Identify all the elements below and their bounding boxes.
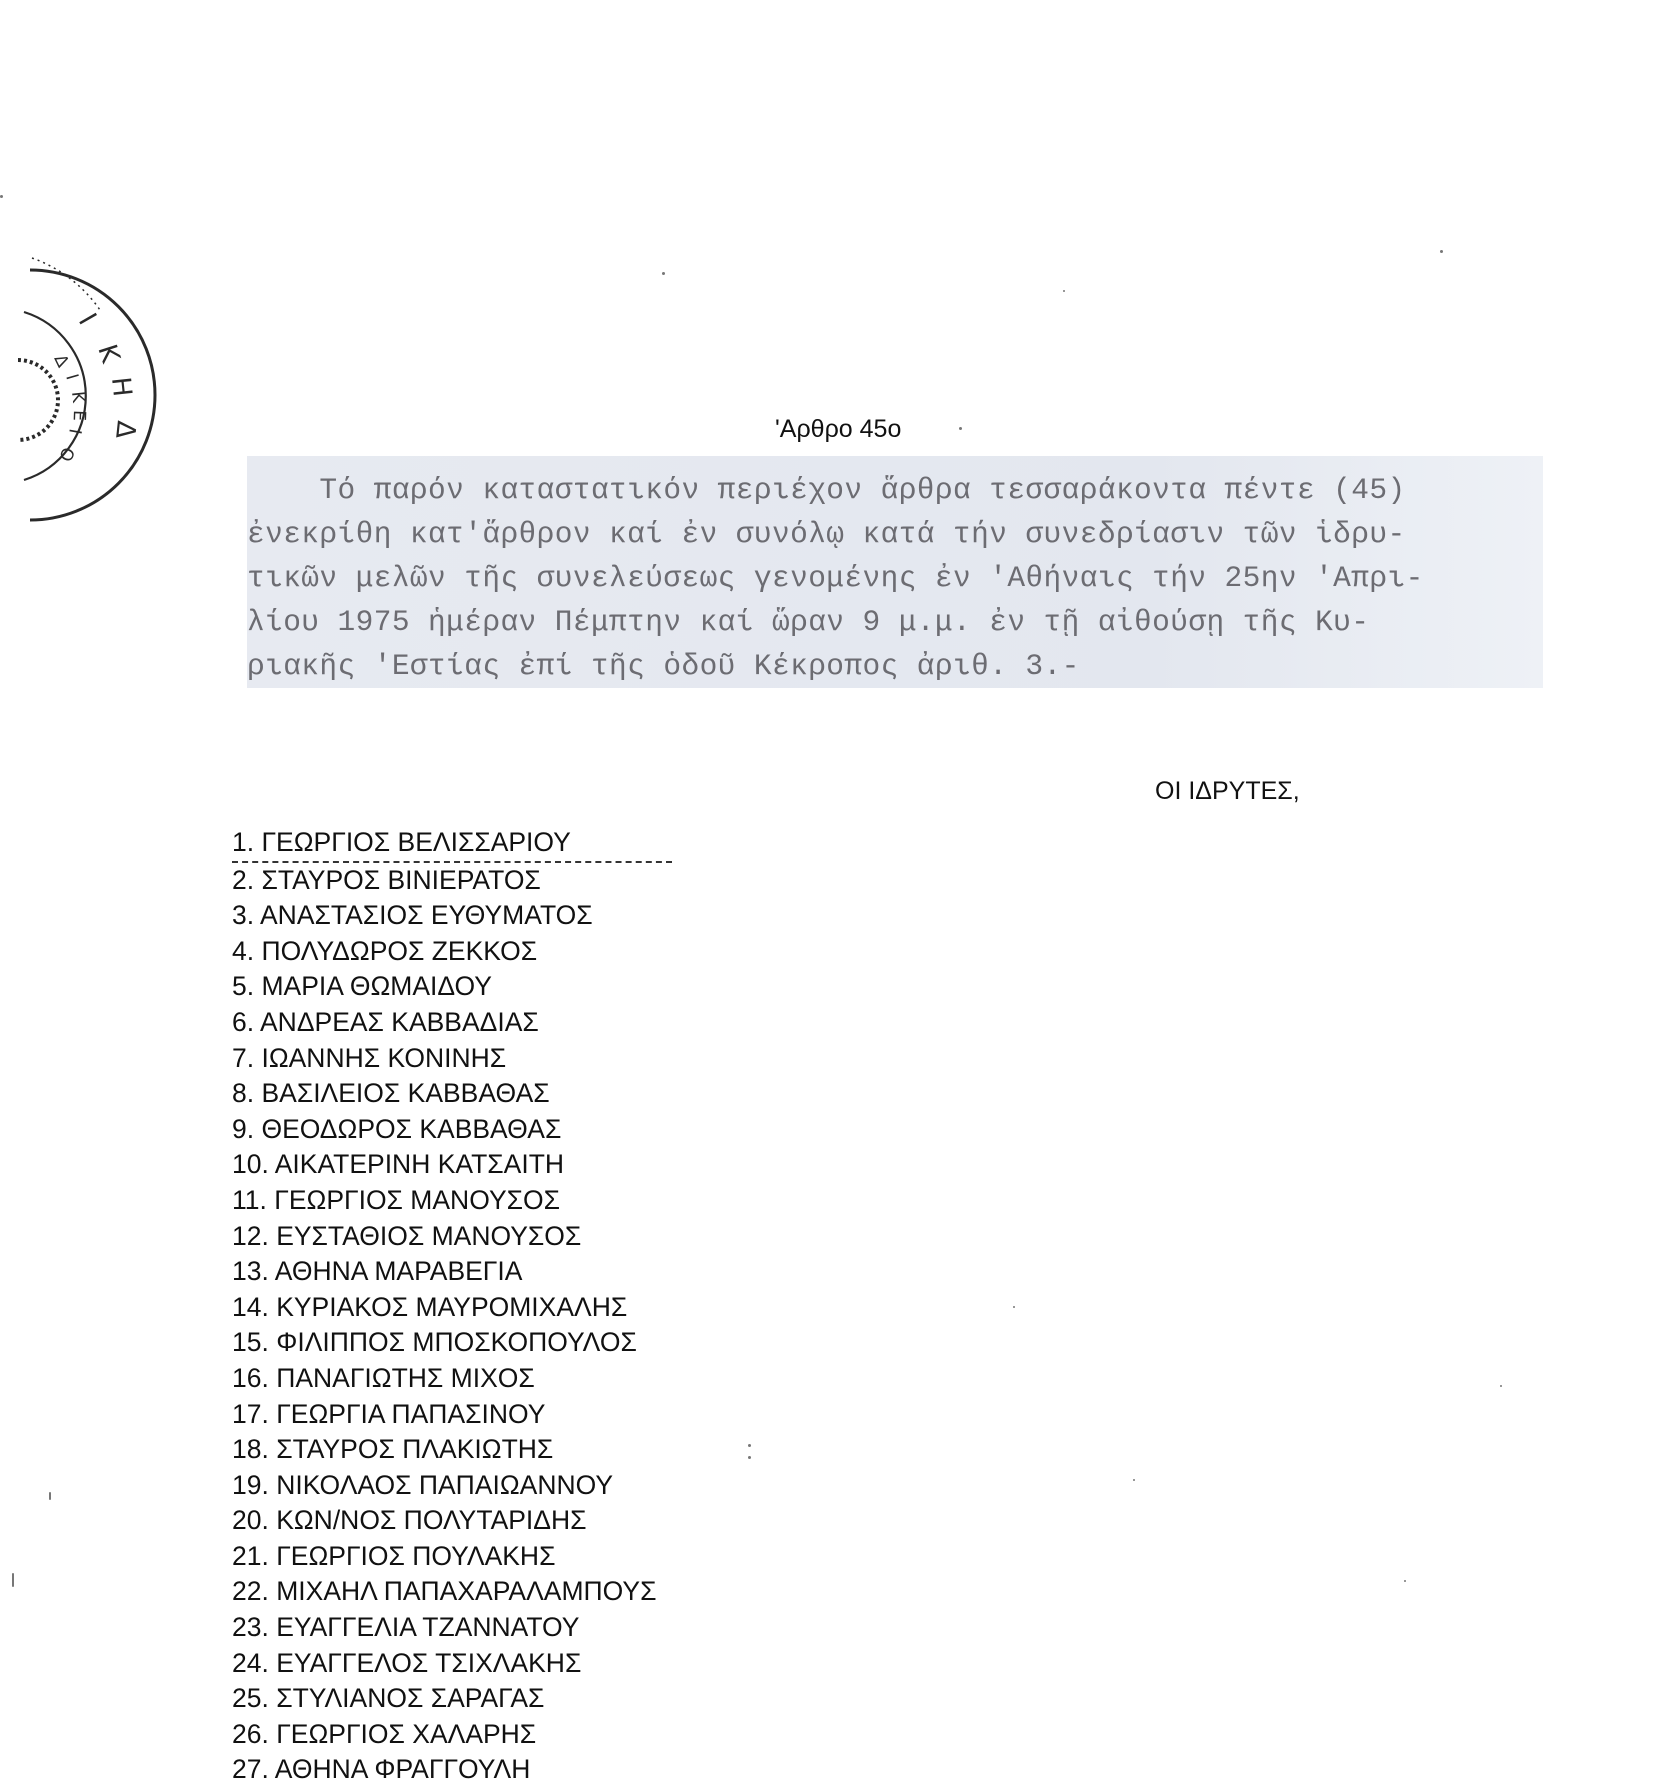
scan-speck — [1013, 1306, 1015, 1308]
founder-item: 21. ΓΕΩΡΓΙΟΣ ΠΟΥΛΑΚΗΣ — [232, 1540, 556, 1571]
statute-line: ριακῆς 'Εστίας ἐπί τῆς ὁδοῦ Κέκροπος ἀριθ. 3.- — [247, 649, 1080, 683]
founder-item: 6. ΑΝΔΡΕΑΣ ΚΑΒΒΑΔΙΑΣ — [232, 1006, 539, 1037]
founder-item: 8. ΒΑΣΙΛΕΙΟΣ ΚΑΒΒΑΘΑΣ — [232, 1078, 550, 1109]
scan-speck — [748, 1444, 751, 1447]
founder-item: 19. ΝΙΚΟΛΑΟΣ ΠΑΠΑΙΩΑΝΝΟΥ — [232, 1469, 614, 1500]
statute-paragraph — [247, 468, 1547, 688]
founder-item: 23. ΕΥΑΓΓΕΛΙΑ ΤΖΑΝΝΑΤΟΥ — [232, 1612, 580, 1643]
founder-item: 18. ΣΤΑΥΡΟΣ ΠΛΑΚΙΩΤΗΣ — [232, 1434, 554, 1465]
svg-text:Ε: Ε — [68, 409, 89, 422]
scan-speck — [1404, 1580, 1406, 1582]
scan-speck — [1063, 290, 1065, 292]
founder-item: 5. ΜΑΡΙΑ ΘΩΜΑΙΔΟΥ — [232, 971, 492, 1002]
founder-item: 24. ΕΥΑΓΓΕΛΟΣ ΤΣΙΧΛΑΚΗΣ — [232, 1647, 582, 1678]
founder-item: 2. ΣΤΑΥΡΟΣ ΒΙΝΙΕΡΑΤΟΣ — [232, 864, 541, 895]
founder-item: 15. ΦΙΛΙΠΠΟΣ ΜΠΟΣΚΟΠΟΥΛΟΣ — [232, 1327, 637, 1358]
statute-line: τικῶν μελῶν τῆς συνελεύσεως γενομένης ἐν 'Αθήναις τήν 25ην 'Απρι- — [247, 561, 1424, 595]
founder-item: 20. ΚΩΝ/ΝΟΣ ΠΟΛΥΤΑΡΙΔΗΣ — [232, 1505, 587, 1536]
scan-speck — [662, 272, 665, 275]
founder-item: 26. ΓΕΩΡΓΙΟΣ ΧΑΛΑΡΗΣ — [232, 1718, 537, 1749]
founder-item: 13. ΑΘΗΝΑ ΜΑΡΑΒΕΓΙΑ — [232, 1256, 523, 1287]
seal-stamp-icon — [0, 250, 160, 530]
scan-speck — [959, 427, 962, 430]
founder-item: 4. ΠΟΛΥΔΩΡΟΣ ΖΕΚΚΟΣ — [232, 935, 538, 966]
founder-item: 3. ΑΝΑΣΤΑΣΙΟΣ ΕΥΘΥΜΑΤΟΣ — [232, 900, 593, 931]
scan-speck — [1440, 250, 1443, 253]
founder-item: 25. ΣΤΥΛΙΑΝΟΣ ΣΑΡΑΓΑΣ — [232, 1683, 545, 1714]
scan-speck — [0, 195, 3, 198]
statute-line: λίου 1975 ἡμέραν Πέμπτην καί ὥραν 9 μ.μ. ἐν τῇ αἰθούσῃ τῆς Κυ- — [247, 605, 1370, 639]
svg-text:Δ: Δ — [49, 351, 73, 371]
founder-item: 27. ΑΘΗΝΑ ΦΡΑΓΓΟΥΛΗ — [232, 1754, 531, 1785]
founder-item: 12. ΕΥΣΤΑΘΙΟΣ ΜΑΝΟΥΣΟΣ — [232, 1220, 582, 1251]
founders-heading: ΟΙ ΙΔΡΥΤΕΣ, — [1155, 777, 1300, 805]
scan-speck — [12, 1573, 14, 1587]
scan-speck — [1500, 1385, 1502, 1387]
founder-item: 1. ΓΕΩΡΓΙΟΣ ΒΕΛΙΣΣΑΡΙΟΥ — [232, 825, 672, 863]
article-title: 'Αρθρο 45ο — [775, 415, 902, 443]
svg-text:Ι: Ι — [71, 308, 102, 331]
founder-item: 9. ΘΕΟΔΩΡΟΣ ΚΑΒΒΑΘΑΣ — [232, 1113, 562, 1144]
scan-speck — [49, 1492, 51, 1500]
founder-item: 11. ΓΕΩΡΓΙΟΣ ΜΑΝΟΥΣΟΣ — [232, 1184, 561, 1215]
founder-item: 17. ΓΕΩΡΓΙΑ ΠΑΠΑΣΙΝΟΥ — [232, 1398, 546, 1429]
statute-line: Τό παρόν καταστατικόν περιέχον ἅρθρα τεσσαράκοντα πέντε (45) — [247, 473, 1406, 507]
svg-text:Ι: Ι — [61, 371, 82, 383]
statute-line: ἐνεκρίθη κατ'ἅρθρον καί ἐν συνόλῳ κατά τήν συνεδρίασιν τῶν ἱδρυ- — [247, 517, 1406, 551]
founders-list — [232, 825, 672, 1788]
founder-item: 14. ΚΥΡΙΑΚΟΣ ΜΑΥΡΟΜΙΧΑΛΗΣ — [232, 1291, 628, 1322]
founder-item: 16. ΠΑΝΑΓΙΩΤΗΣ ΜΙΧΟΣ — [232, 1362, 535, 1393]
svg-text:Κ: Κ — [91, 340, 126, 367]
svg-text:Ο: Ο — [54, 444, 78, 465]
founder-item: 7. ΙΩΑΝΝΗΣ ΚΟΝΙΝΗΣ — [232, 1042, 507, 1073]
svg-text:Δ: Δ — [109, 419, 141, 441]
scan-speck — [748, 1456, 751, 1459]
founder-item: 22. ΜΙΧΑΗΛ ΠΑΠΑΧΑΡΑΛΑΜΠΟΥΣ — [232, 1576, 657, 1607]
svg-text:Η: Η — [105, 375, 137, 399]
scan-speck — [1133, 1479, 1135, 1481]
svg-text:Ι: Ι — [64, 427, 85, 436]
founder-item: 10. ΑΙΚΑΤΕΡΙΝΗ ΚΑΤΣΑΙΤΗ — [232, 1149, 565, 1180]
svg-text:Κ: Κ — [67, 390, 89, 404]
